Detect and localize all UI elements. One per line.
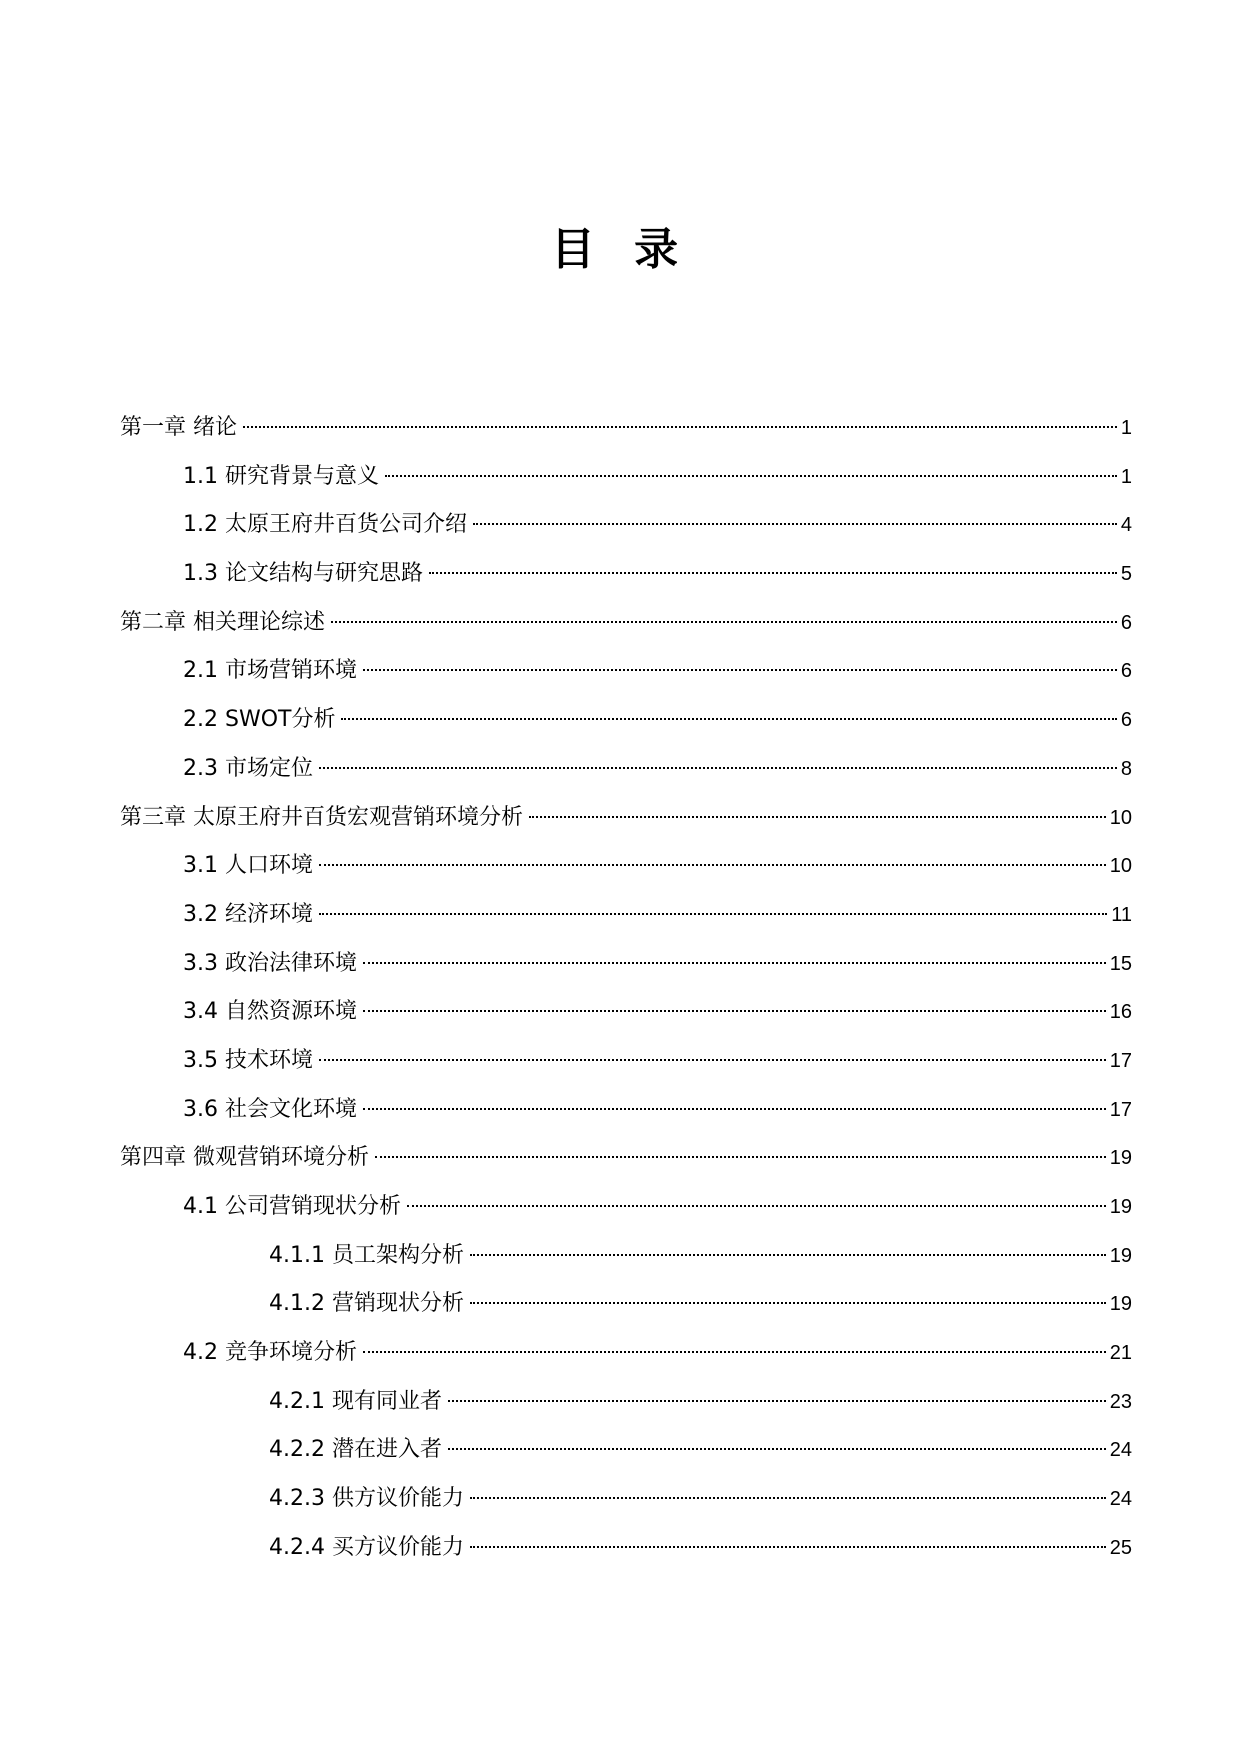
toc-page-number: 6 bbox=[1120, 611, 1132, 634]
toc-entry[interactable] bbox=[120, 745, 1132, 794]
toc-entry-label: 第三章 太原王府井百货宏观营销环境分析 bbox=[120, 804, 523, 830]
toc-page-number: 24 bbox=[1109, 1439, 1132, 1462]
toc-page-number: 4 bbox=[1120, 514, 1132, 537]
toc-dot-leader bbox=[529, 816, 1106, 818]
toc-entry-label: 4.2 竞争环境分析 bbox=[183, 1340, 357, 1366]
toc-entry-label: 第一章 绪论 bbox=[120, 415, 237, 440]
toc-entry[interactable] bbox=[120, 404, 1132, 453]
toc-entry[interactable] bbox=[120, 940, 1132, 989]
table-of-contents bbox=[120, 404, 1132, 1573]
toc-dot-leader bbox=[319, 1059, 1106, 1061]
toc-dot-leader bbox=[363, 1010, 1106, 1012]
toc-page-number: 25 bbox=[1109, 1536, 1132, 1559]
toc-page-number: 19 bbox=[1109, 1147, 1132, 1170]
toc-dot-leader bbox=[448, 1400, 1106, 1402]
toc-dot-leader bbox=[319, 767, 1117, 769]
toc-entry[interactable] bbox=[120, 647, 1132, 696]
toc-entry[interactable] bbox=[120, 1280, 1132, 1329]
toc-entry-label: 4.1.1 员工架构分析 bbox=[269, 1242, 464, 1268]
toc-dot-leader bbox=[470, 1546, 1106, 1548]
toc-entry[interactable] bbox=[120, 988, 1132, 1037]
toc-dot-leader bbox=[375, 1156, 1106, 1158]
toc-page-number: 17 bbox=[1109, 1049, 1132, 1072]
toc-entry-label: 4.1 公司营销现状分析 bbox=[183, 1194, 401, 1219]
toc-entry[interactable] bbox=[120, 453, 1132, 502]
toc-dot-leader bbox=[331, 621, 1117, 623]
toc-dot-leader bbox=[243, 426, 1117, 428]
toc-dot-leader bbox=[470, 1254, 1106, 1256]
toc-entry-label: 4.2.4 买方议价能力 bbox=[269, 1534, 464, 1560]
toc-dot-leader bbox=[319, 913, 1107, 915]
toc-page-number: 24 bbox=[1109, 1488, 1132, 1511]
toc-entry[interactable] bbox=[120, 1426, 1132, 1475]
toc-dot-leader bbox=[429, 572, 1117, 574]
toc-dot-leader bbox=[319, 864, 1106, 866]
toc-dot-leader bbox=[473, 523, 1117, 525]
toc-page-number: 6 bbox=[1120, 709, 1132, 732]
toc-entry-label: 第四章 微观营销环境分析 bbox=[120, 1145, 369, 1171]
toc-dot-leader bbox=[363, 1108, 1106, 1110]
toc-page-number: 10 bbox=[1109, 806, 1132, 829]
toc-entry[interactable] bbox=[120, 842, 1132, 891]
toc-page-number: 19 bbox=[1109, 1244, 1132, 1267]
toc-entry-label: 1.3 论文结构与研究思路 bbox=[183, 561, 423, 587]
toc-dot-leader bbox=[448, 1448, 1106, 1450]
toc-entry[interactable] bbox=[120, 1329, 1132, 1378]
toc-page-number: 21 bbox=[1109, 1342, 1132, 1365]
toc-page-number: 8 bbox=[1120, 757, 1132, 780]
toc-entry[interactable] bbox=[120, 1524, 1132, 1573]
toc-dot-leader bbox=[407, 1205, 1106, 1207]
toc-entry-label: 4.2.1 现有同业者 bbox=[269, 1388, 442, 1414]
toc-dot-leader bbox=[385, 475, 1117, 477]
toc-entry[interactable] bbox=[120, 599, 1132, 648]
toc-entry-label: 3.5 技术环境 bbox=[183, 1047, 313, 1073]
toc-page-number: 11 bbox=[1111, 903, 1132, 926]
toc-entry-label: 3.3 政治法律环境 bbox=[183, 950, 357, 976]
toc-entry-label: 4.1.2 营销现状分析 bbox=[269, 1291, 464, 1317]
toc-entry[interactable] bbox=[120, 1378, 1132, 1427]
toc-entry[interactable] bbox=[120, 1475, 1132, 1524]
toc-entry-label: 1.1 研究背景与意义 bbox=[183, 463, 379, 489]
toc-entry-label: 2.2 SWOT分析 bbox=[183, 707, 336, 733]
toc-entry[interactable] bbox=[120, 1086, 1132, 1135]
toc-entry[interactable] bbox=[120, 1232, 1132, 1281]
toc-page-number: 6 bbox=[1120, 660, 1132, 683]
toc-entry[interactable] bbox=[120, 1183, 1132, 1232]
toc-entry-label: 3.6 社会文化环境 bbox=[183, 1096, 357, 1122]
toc-entry-label: 3.2 经济环境 bbox=[183, 901, 313, 927]
toc-page-number: 23 bbox=[1109, 1390, 1132, 1413]
toc-entry[interactable] bbox=[120, 501, 1132, 550]
toc-dot-leader bbox=[470, 1302, 1106, 1304]
toc-page-number: 19 bbox=[1109, 1293, 1132, 1316]
toc-entry-label: 第二章 相关理论综述 bbox=[120, 609, 325, 635]
toc-dot-leader bbox=[363, 1351, 1106, 1353]
toc-entry[interactable] bbox=[120, 550, 1132, 599]
toc-page-number: 1 bbox=[1120, 417, 1132, 439]
toc-dot-leader bbox=[363, 669, 1117, 671]
toc-page-number: 16 bbox=[1109, 1001, 1132, 1024]
page-title: 目 录 bbox=[550, 224, 691, 275]
toc-entry-label: 4.2.2 潜在进入者 bbox=[269, 1437, 442, 1463]
toc-entry-label: 3.4 自然资源环境 bbox=[183, 999, 357, 1025]
toc-entry-label: 2.1 市场营销环境 bbox=[183, 658, 357, 684]
toc-entry[interactable] bbox=[120, 696, 1132, 745]
toc-dot-leader bbox=[341, 718, 1116, 720]
toc-dot-leader bbox=[470, 1497, 1106, 1499]
toc-entry-label: 1.2 太原王府井百货公司介绍 bbox=[183, 512, 467, 538]
toc-entry-label: 4.2.3 供方议价能力 bbox=[269, 1486, 464, 1512]
toc-dot-leader bbox=[363, 962, 1106, 964]
toc-entry[interactable] bbox=[120, 794, 1132, 843]
toc-page-number: 1 bbox=[1120, 465, 1132, 488]
toc-page-number: 5 bbox=[1120, 563, 1132, 586]
toc-page-number: 10 bbox=[1109, 855, 1132, 878]
toc-page-number: 19 bbox=[1109, 1196, 1132, 1218]
toc-entry-label: 3.1 人口环境 bbox=[183, 853, 313, 879]
toc-page-number: 17 bbox=[1109, 1098, 1132, 1121]
toc-page-number: 15 bbox=[1109, 952, 1132, 975]
toc-entry[interactable] bbox=[120, 1037, 1132, 1086]
toc-entry[interactable] bbox=[120, 1134, 1132, 1183]
toc-entry[interactable] bbox=[120, 891, 1132, 940]
toc-entry-label: 2.3 市场定位 bbox=[183, 755, 313, 781]
